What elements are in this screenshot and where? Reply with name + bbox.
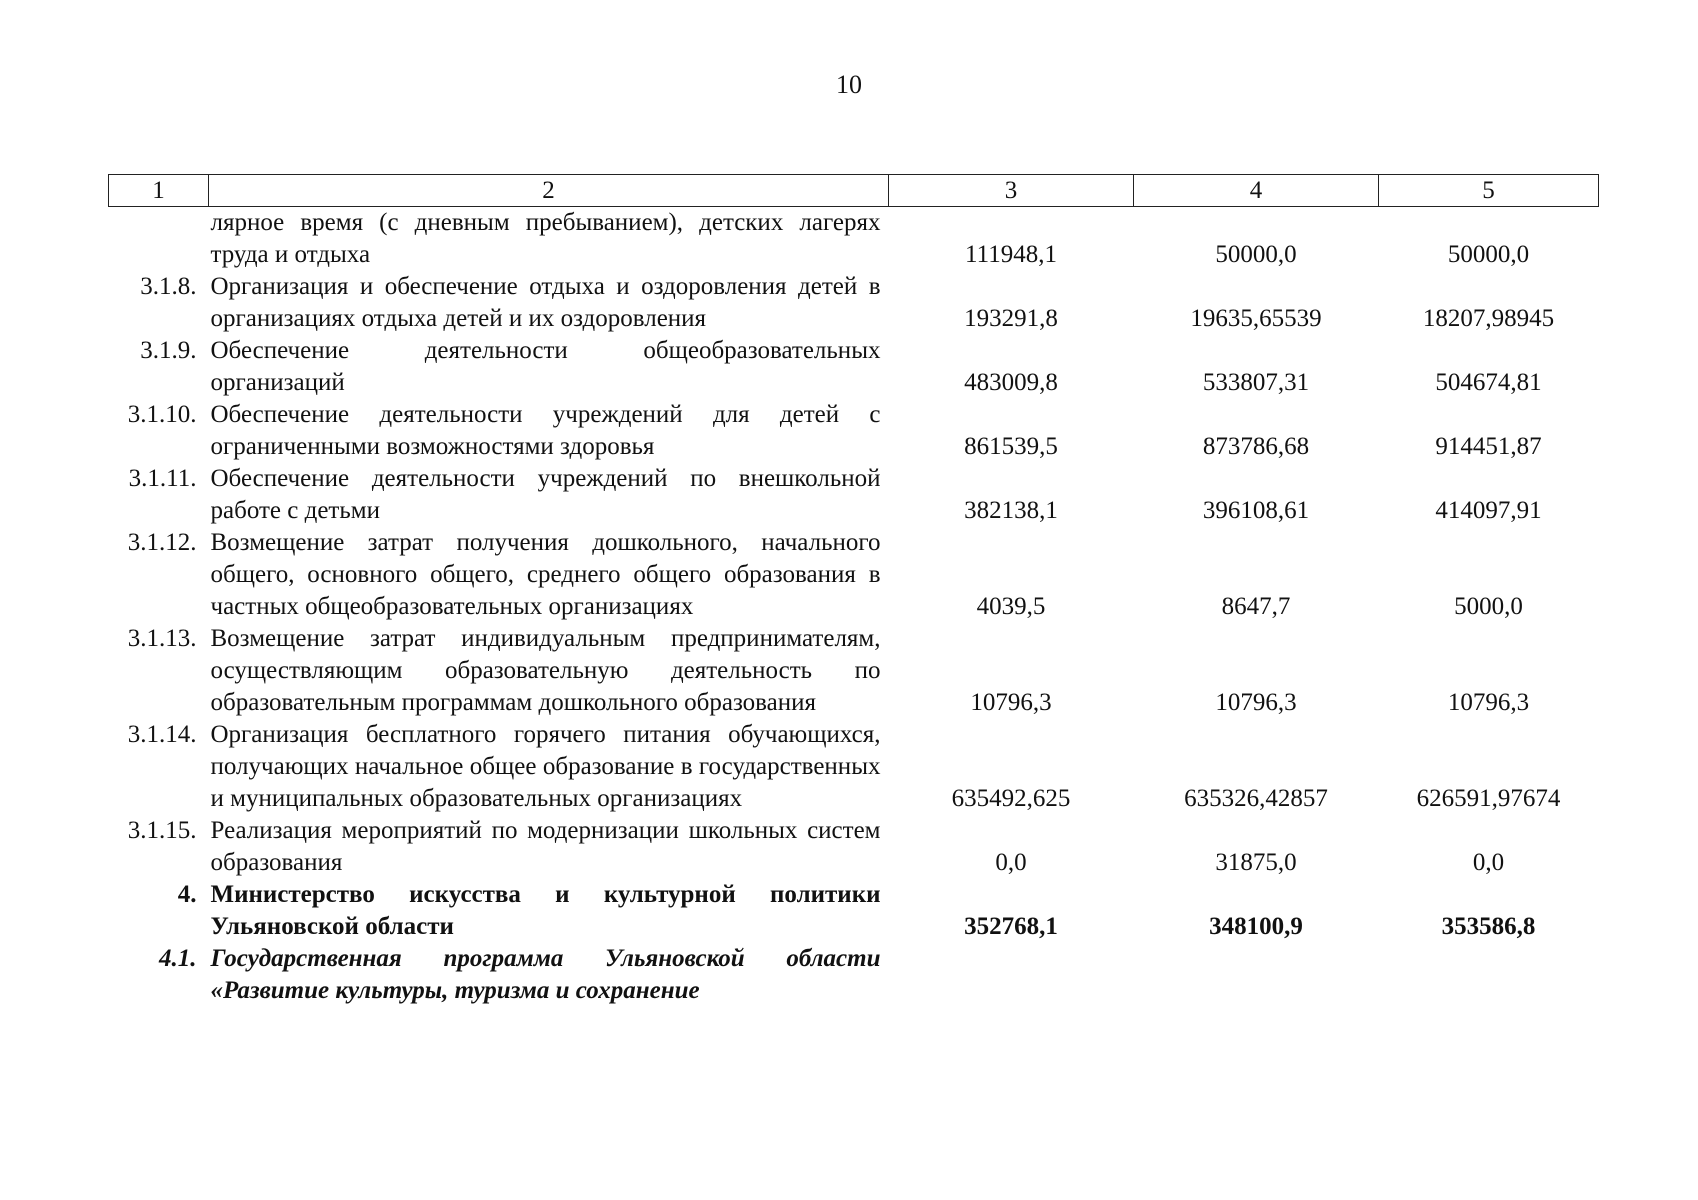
row-value-col4: 10796,3: [1215, 689, 1297, 716]
row-value-col5: 10796,3: [1447, 689, 1530, 716]
table-row-program: [109, 943, 1599, 1007]
row-value-col3: 382138,1: [964, 497, 1058, 524]
row-value-col5: 5000,0: [1454, 593, 1523, 620]
row-value-col5: 914451,87: [1435, 433, 1542, 460]
row-value-col5: 50000,0: [1447, 241, 1530, 268]
row-code: 4.: [177, 881, 197, 908]
header-col-4: 4: [1134, 175, 1379, 207]
header-col-2: 2: [209, 175, 889, 207]
row-value-col4: 635326,42857: [1184, 785, 1328, 812]
table-header: [109, 175, 1599, 207]
row-value-col3: 10796,3: [970, 689, 1052, 716]
table-row: [109, 335, 1599, 399]
row-code: 3.1.12.: [127, 529, 197, 556]
row-description: Возмещение затрат получения дошкольного, начального общего, основного общего, среднего общего образования в частных общеобразовательных организациях: [210, 529, 881, 620]
row-code: 3.1.14.: [127, 721, 197, 748]
row-code: 3.1.15.: [127, 817, 197, 844]
row-description: Обеспечение деятельности учреждений по внешкольной работе с детьми: [210, 465, 881, 524]
row-value-col4: [1134, 943, 1379, 1007]
row-value-col3: 635492,625: [951, 785, 1071, 812]
row-value-col3: 352768,1: [964, 913, 1058, 940]
row-value-col5: 504674,81: [1435, 369, 1542, 396]
header-col-5: 5: [1379, 175, 1599, 207]
table-row: [109, 719, 1599, 815]
row-value-col3: 193291,8: [964, 305, 1058, 332]
row-value-col3: 4039,5: [976, 593, 1046, 620]
row-value-col4: 50000,0: [1215, 241, 1297, 268]
row-value-col5: 353586,8: [1441, 913, 1536, 940]
table-row: [109, 623, 1599, 719]
row-value-col3: 861539,5: [964, 433, 1058, 460]
row-value-col4: 8647,7: [1221, 593, 1291, 620]
table-body: [109, 207, 1599, 1008]
header-row: [109, 175, 1599, 207]
table-row-ministry: [109, 879, 1599, 943]
row-code: [109, 207, 209, 272]
row-value-col5: 626591,97674: [1416, 785, 1561, 812]
row-description: лярное время (с дневным пребыванием), детских лагерях труда и отдыха: [210, 209, 881, 268]
row-value-col3: 111948,1: [965, 241, 1057, 268]
row-code: 4.1.: [159, 945, 197, 972]
row-code: 3.1.8.: [140, 273, 197, 300]
row-code: 3.1.10.: [127, 401, 197, 428]
row-value-col5: 18207,98945: [1422, 305, 1555, 332]
row-value-col4: 19635,65539: [1190, 305, 1322, 332]
row-code: 3.1.9.: [140, 337, 197, 364]
table-row: [109, 207, 1599, 272]
table-row: [109, 271, 1599, 335]
table-row: [109, 399, 1599, 463]
budget-table: [108, 174, 1599, 1007]
row-description: Организация бесплатного горячего питания обучающихся, получающих начальное общее образование в государственных и муниципальных образовательных организациях: [210, 721, 881, 812]
row-code: 3.1.13.: [127, 625, 197, 652]
page-number: 10: [836, 70, 862, 99]
row-description: Реализация мероприятий по модернизации школьных систем образования: [210, 817, 881, 876]
row-description: Государственная программа Ульяновской области «Развитие культуры, туризма и сохранение: [210, 945, 881, 1004]
table-row: [109, 815, 1599, 879]
budget-table-container: [108, 174, 1598, 1007]
row-value-col5: [1379, 943, 1599, 1007]
row-code: 3.1.11.: [128, 465, 197, 492]
row-value-col4: 348100,9: [1209, 913, 1303, 940]
table-row: [109, 527, 1599, 623]
row-description: Организация и обеспечение отдыха и оздоровления детей в организациях отдыха детей и их оздоровления: [210, 273, 881, 332]
header-col-1: 1: [109, 175, 209, 207]
table-row: [109, 463, 1599, 527]
row-value-col3: 483009,8: [964, 369, 1058, 396]
row-value-col5: 414097,91: [1435, 497, 1542, 524]
row-value-col5: 0,0: [1472, 849, 1505, 876]
row-description: Возмещение затрат индивидуальным предпринимателям, осуществляющим образовательную деятельность по образовательным программам дошкольного образования: [210, 625, 881, 716]
row-value-col4: 396108,61: [1202, 497, 1310, 524]
header-col-3: 3: [889, 175, 1134, 207]
row-value-col4: 31875,0: [1215, 849, 1297, 876]
row-description: Обеспечение деятельности общеобразовательных организаций: [210, 337, 881, 396]
row-description: Обеспечение деятельности учреждений для детей с ограниченными возможностями здоровья: [210, 401, 881, 460]
row-value-col3: [889, 943, 1134, 1007]
row-description: Министерство искусства и культурной политики Ульяновской области: [210, 881, 881, 940]
row-value-col3: 0,0: [995, 849, 1027, 876]
row-value-col4: 533807,31: [1202, 369, 1310, 396]
row-value-col4: 873786,68: [1202, 433, 1310, 460]
